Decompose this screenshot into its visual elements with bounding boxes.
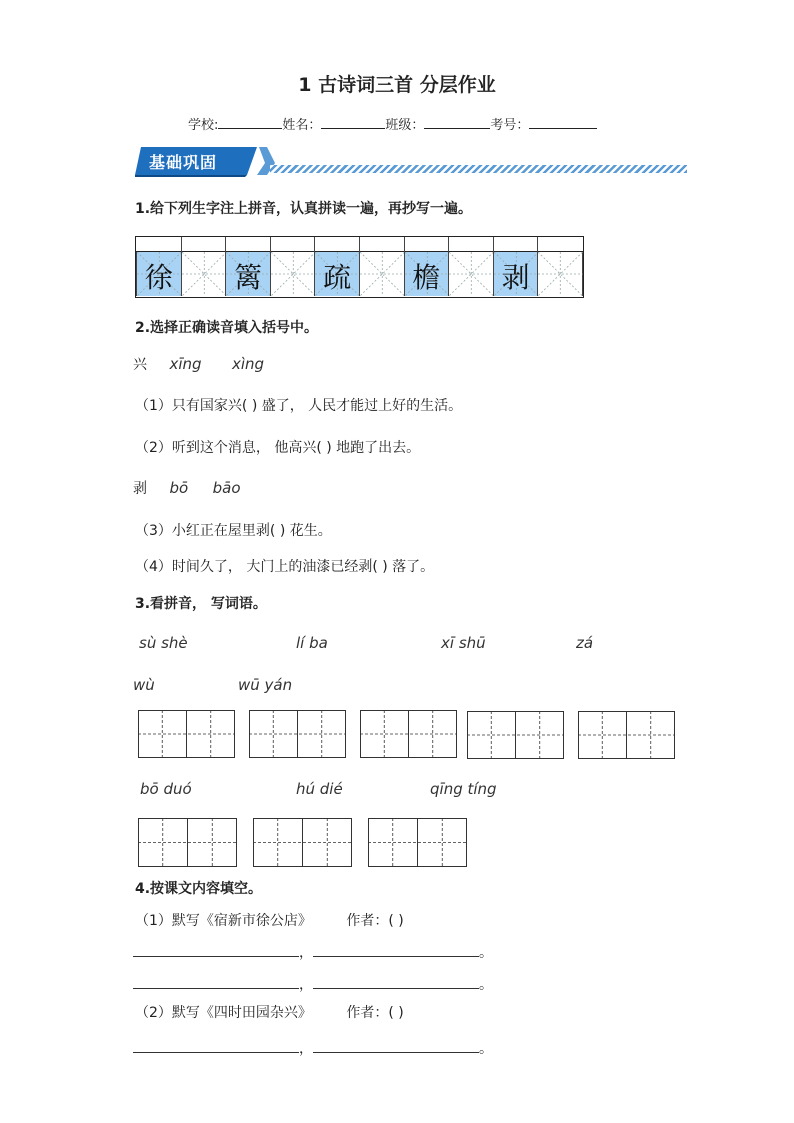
comma: ，	[299, 945, 313, 961]
answer-blank[interactable]	[133, 974, 299, 989]
character-cell	[404, 252, 450, 296]
word-writing-box[interactable]	[368, 818, 467, 867]
character-cell	[493, 252, 539, 296]
answer-blank[interactable]	[133, 1038, 299, 1053]
period: 。	[479, 945, 493, 961]
reading-group-xing	[133, 354, 264, 374]
character-glyph: 疏	[323, 261, 352, 294]
answer-blank[interactable]	[313, 942, 479, 957]
character-cell	[314, 252, 360, 296]
class-label: 班级：	[385, 118, 425, 133]
class-blank[interactable]	[424, 115, 490, 129]
cell-guides	[271, 252, 316, 296]
q1-heading: 1.给下列生字注上拼音，认真拼读一遍，再抄写一遍。	[135, 201, 473, 217]
pinyin-xi-shu: xī shū	[441, 634, 486, 652]
banner-label: 基础巩固	[149, 153, 218, 172]
box-guides	[253, 818, 352, 867]
copy-cell[interactable]	[448, 252, 494, 296]
answer-line-row	[133, 942, 493, 962]
exam-no-blank[interactable]	[529, 115, 597, 129]
q4-author-1: 作者：( )	[346, 913, 404, 929]
word-writing-box[interactable]	[249, 710, 346, 758]
copy-cell[interactable]	[359, 252, 405, 296]
character-glyph: 剥	[501, 261, 530, 294]
header-divider	[359, 237, 360, 252]
cell-guides	[360, 252, 405, 296]
answer-blank[interactable]	[313, 974, 479, 989]
answer-blank[interactable]	[313, 1038, 479, 1053]
box-guides	[360, 710, 457, 758]
box-guides	[467, 711, 564, 759]
header-divider	[314, 237, 315, 252]
box-guides	[249, 710, 346, 758]
word-writing-box[interactable]	[253, 818, 352, 867]
header-divider	[448, 237, 449, 252]
word-writing-box[interactable]	[360, 710, 457, 758]
word-writing-box[interactable]	[467, 711, 564, 759]
box-guides	[368, 818, 467, 867]
pinyin-hu-die: hú dié	[296, 780, 343, 798]
student-info-line	[188, 114, 597, 133]
period: 。	[479, 977, 493, 993]
q3-heading: 3.看拼音， 写词语。	[135, 596, 267, 612]
reading-group-bo	[133, 478, 241, 498]
word-writing-box[interactable]	[578, 711, 675, 759]
tianzige-grid	[135, 236, 584, 298]
copy-cell[interactable]	[537, 252, 583, 296]
page-title: 1 古诗词三首 分层作业	[298, 74, 496, 96]
pinyin-su-she: sù shè	[139, 634, 188, 652]
pinyin-wu-yan: wū yán	[238, 676, 293, 694]
q4-prompt-2: （2）默写《四时田园杂兴》	[135, 1005, 312, 1021]
name-blank[interactable]	[321, 115, 385, 129]
word-writing-box[interactable]	[138, 710, 235, 758]
header-divider	[537, 237, 538, 252]
q2-sentence-2: （2）听到这个消息， 他高兴( ) 地跑了出去。	[135, 440, 421, 456]
header-divider	[270, 237, 271, 252]
character-glyph: 徐	[144, 261, 173, 294]
pinyin-qing-ting: qīng tíng	[430, 780, 497, 798]
cell-guides	[449, 252, 494, 296]
school-blank[interactable]	[218, 115, 282, 129]
q2-sentence-4: （4）时间久了， 大门上的油漆已经剥( ) 落了。	[135, 559, 435, 575]
q4-prompt-1: （1）默写《宿新市徐公店》	[135, 913, 312, 929]
q2-sentence-3: （3）小红正在屋里剥( ) 花生。	[135, 523, 332, 539]
period: 。	[479, 1041, 493, 1057]
pinyin-bo-duo: bō duó	[140, 780, 192, 798]
header-divider	[225, 237, 226, 252]
q2-sentence-1: （1）只有国家兴( ) 盛了， 人民才能过上好的生活。	[135, 398, 463, 414]
comma: ，	[299, 1041, 313, 1057]
pinyin-bo-1: bō	[169, 479, 189, 497]
header-divider	[181, 237, 182, 252]
school-label: 学校:	[188, 118, 219, 133]
q4-part-1	[135, 910, 404, 930]
pinyin-bo-2: bāo	[212, 479, 241, 497]
answer-blank[interactable]	[133, 942, 299, 957]
answer-line-row	[133, 974, 493, 994]
comma: ，	[299, 977, 313, 993]
cell-guides	[538, 252, 583, 296]
answer-line-row	[133, 1038, 493, 1058]
character-glyph: 篱	[233, 261, 262, 294]
character-cell	[225, 252, 271, 296]
copy-cell[interactable]	[270, 252, 316, 296]
box-guides	[578, 711, 675, 759]
word-writing-box[interactable]	[138, 818, 237, 867]
box-guides	[138, 818, 237, 867]
pinyin-za: zá	[576, 634, 594, 652]
q4-author-2: 作者：( )	[346, 1005, 404, 1021]
q2-heading: 2.选择正确读音填入括号中。	[135, 320, 319, 336]
pinyin-xing-1: xīng	[169, 355, 202, 373]
pinyin-xing-2: xìng	[231, 355, 265, 373]
section-banner	[135, 145, 275, 181]
pinyin-wu: wù	[133, 676, 155, 694]
char-xing: 兴	[133, 357, 147, 373]
header-divider	[404, 237, 405, 252]
char-bo: 剥	[133, 481, 147, 497]
character-glyph: 檐	[412, 261, 441, 294]
cell-guides	[182, 252, 227, 296]
q4-part-2	[135, 1002, 404, 1022]
q4-heading: 4.按课文内容填空。	[135, 881, 263, 897]
header-divider	[493, 237, 494, 252]
character-cell	[136, 252, 182, 296]
box-guides	[138, 710, 235, 758]
pinyin-li-ba: lí ba	[296, 634, 328, 652]
banner-stripes	[270, 165, 687, 173]
copy-cell[interactable]	[181, 252, 227, 296]
exam-no-label: 考号：	[490, 118, 530, 133]
name-label: 姓名：	[282, 118, 322, 133]
